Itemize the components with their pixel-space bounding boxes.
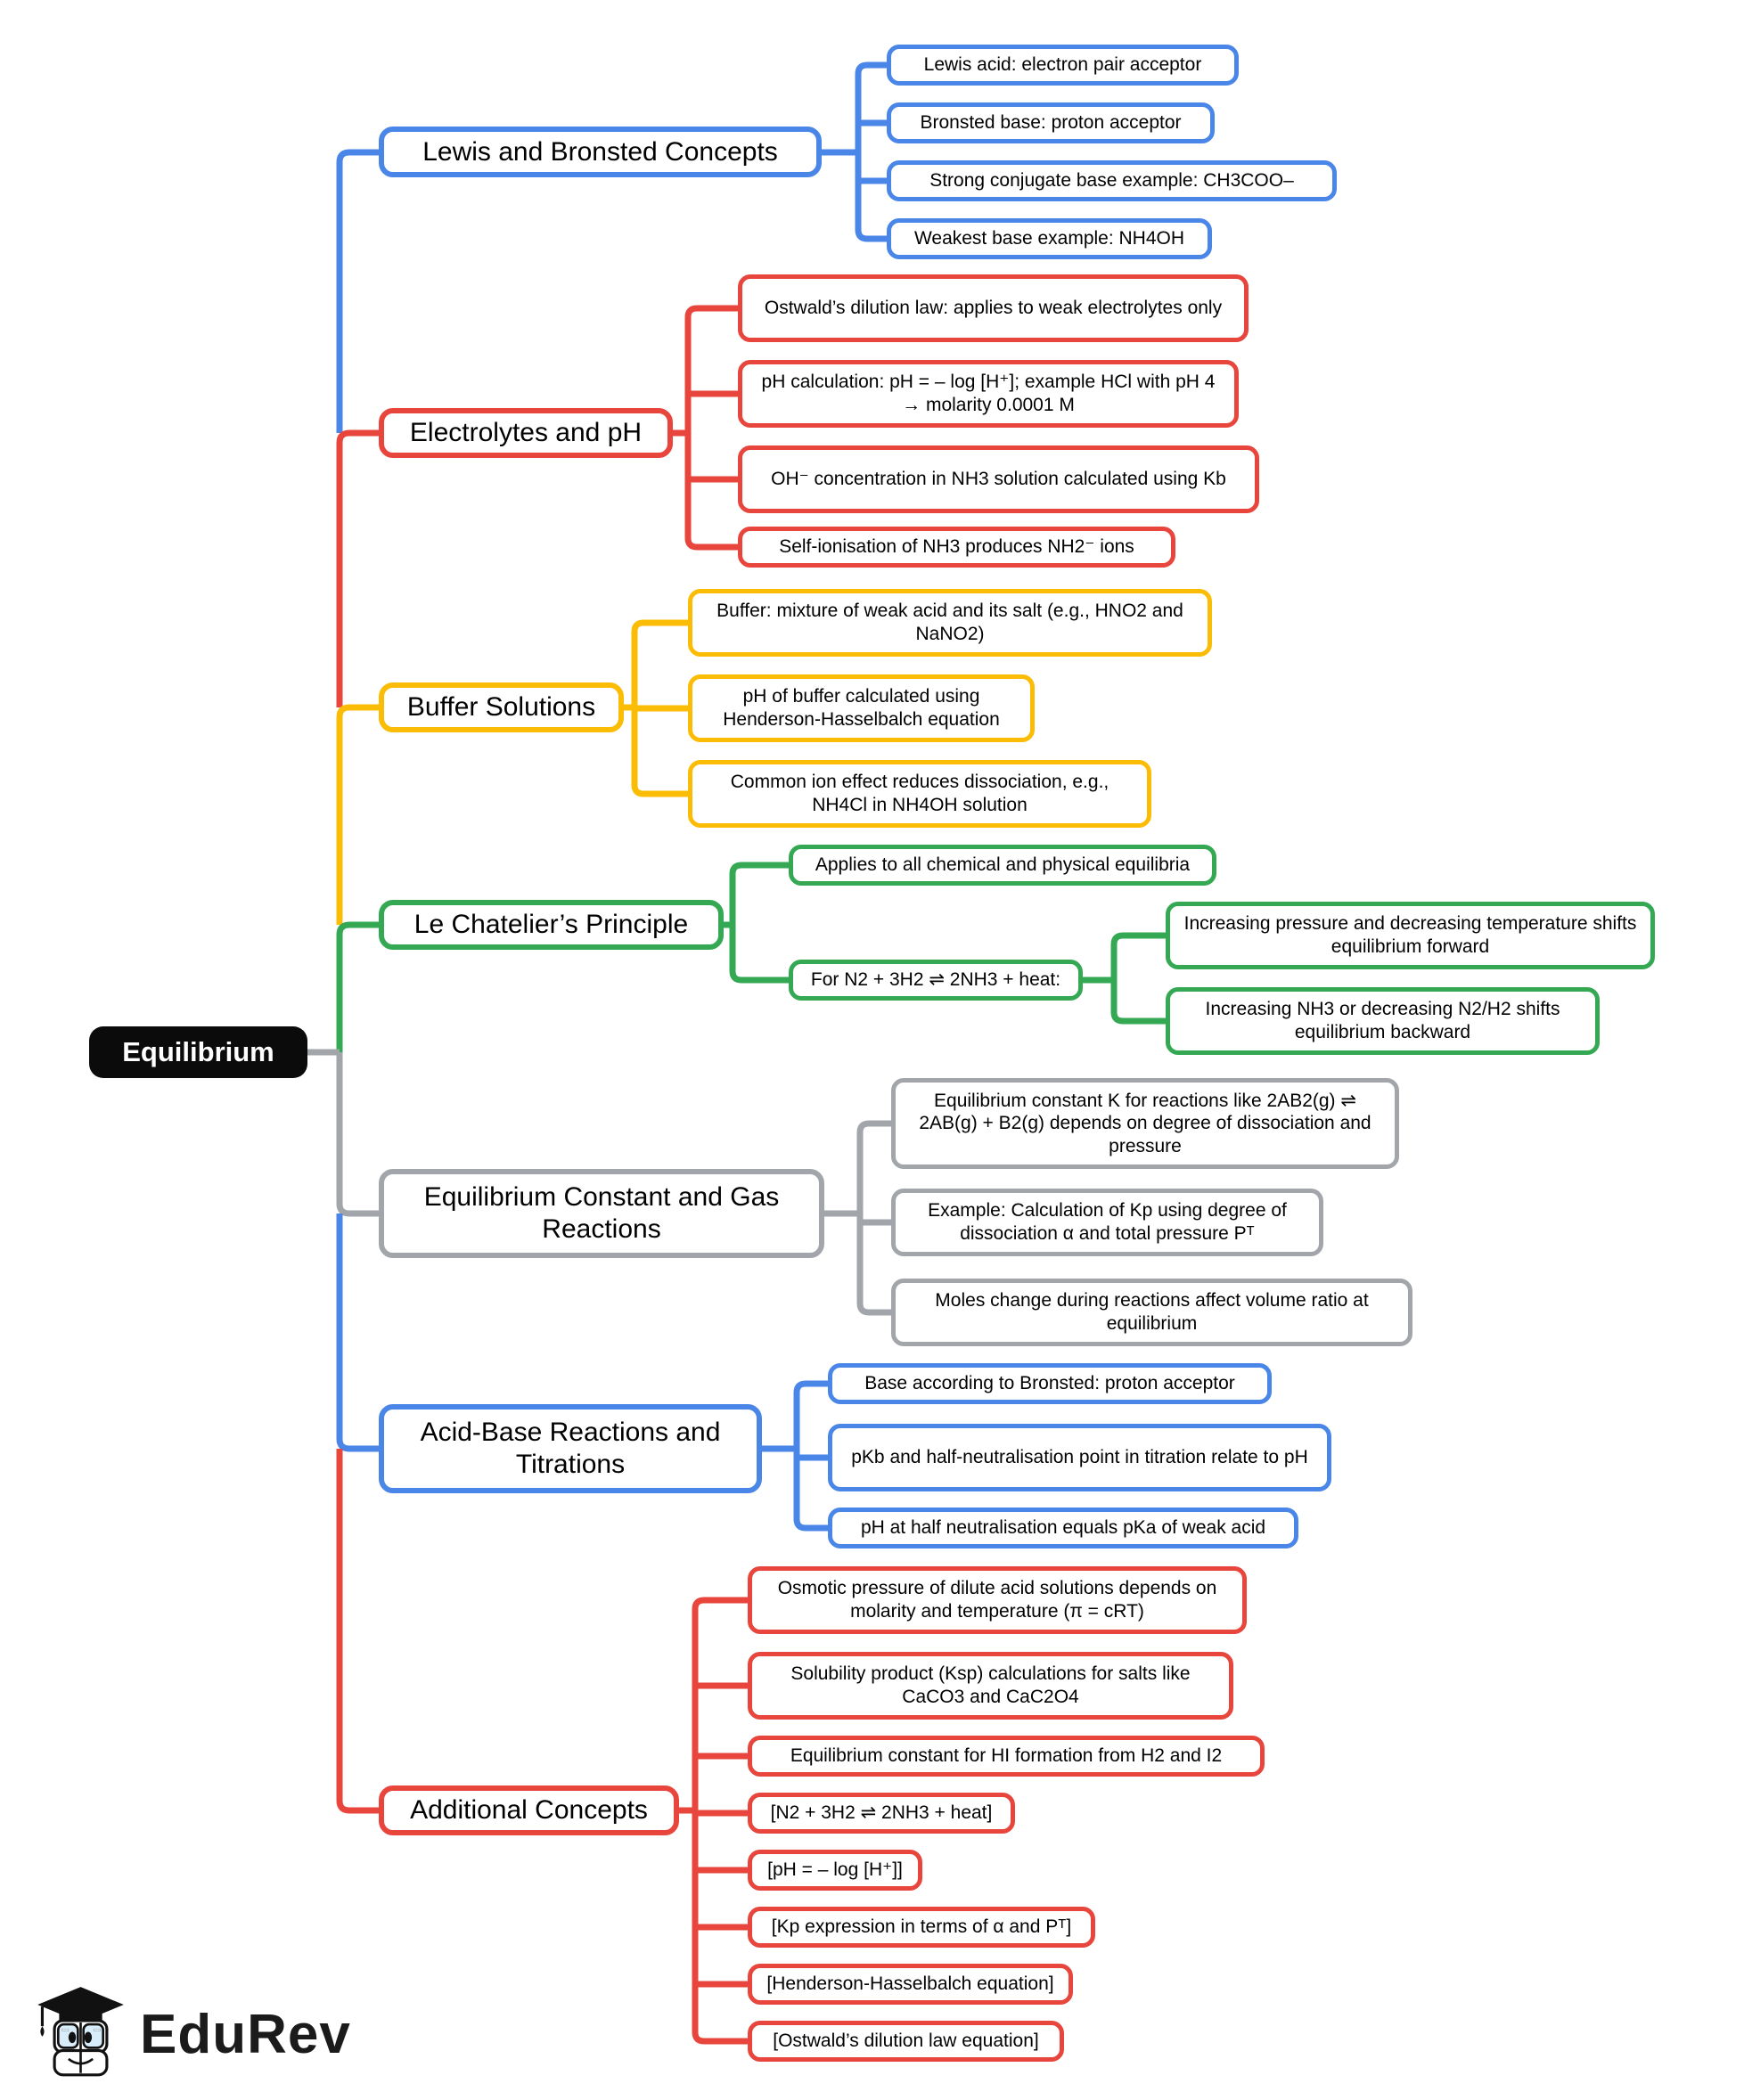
leaf-node: Increasing NH3 or decreasing N2/H2 shifts equilibrium backward bbox=[1166, 987, 1600, 1055]
leaf-node: Buffer: mixture of weak acid and its salt (e.g., HNO2 and NaNO2) bbox=[688, 589, 1212, 657]
branch-node-acidbase: Acid-Base Reactions and Titrations bbox=[379, 1404, 762, 1493]
leaf-node: Weakest base example: NH4OH bbox=[887, 218, 1212, 259]
leaf-node: For N2 + 3H2 ⇌ 2NH3 + heat: bbox=[789, 960, 1083, 1001]
leaf-node: Increasing pressure and decreasing temperature shifts equilibrium forward bbox=[1166, 902, 1655, 969]
connector-buffer-c0 bbox=[635, 623, 688, 707]
leaf-node: Moles change during reactions affect volume ratio at equilibrium bbox=[891, 1279, 1412, 1346]
leaf-node: Lewis acid: electron pair acceptor bbox=[887, 45, 1239, 86]
connector-branch-buffer bbox=[340, 707, 379, 925]
leaf-node: [Henderson-Hasselbalch equation] bbox=[748, 1964, 1073, 2005]
edurev-mascot-icon bbox=[34, 1985, 127, 2083]
connector-additional-c0 bbox=[695, 1600, 748, 1810]
leaf-node: Osmotic pressure of dilute acid solutions depends on molarity and temperature (π = cRT) bbox=[748, 1566, 1247, 1634]
connector-branch-additional bbox=[340, 1449, 379, 1810]
branch-node-additional: Additional Concepts bbox=[379, 1785, 679, 1835]
connector-lewis-c0 bbox=[858, 65, 887, 152]
connector-electro-c0 bbox=[688, 308, 738, 433]
leaf-node: Equilibrium constant for HI formation from H2 and I2 bbox=[748, 1736, 1265, 1777]
leaf-node: Strong conjugate base example: CH3COO– bbox=[887, 160, 1337, 201]
leaf-node: [Kp expression in terms of α and Pᵀ] bbox=[748, 1907, 1095, 1948]
connector-branch-lewis bbox=[340, 152, 379, 433]
leaf-node: Example: Calculation of Kp using degree of dissociation α and total pressure Pᵀ bbox=[891, 1189, 1323, 1256]
connector-electro-c3 bbox=[688, 433, 738, 547]
edurev-logo bbox=[34, 1985, 351, 2083]
connector-lechat-c1 bbox=[733, 925, 789, 980]
connector-eqconst-c2 bbox=[860, 1213, 891, 1312]
leaf-node: [Ostwald’s dilution law equation] bbox=[748, 2021, 1064, 2062]
leaf-node: OH⁻ concentration in NH3 solution calculated using Kb bbox=[738, 445, 1259, 513]
branch-node-lechatelier: Le Chatelier’s Principle bbox=[379, 900, 724, 950]
branch-node-eqconst: Equilibrium Constant and Gas Reactions bbox=[379, 1169, 824, 1258]
leaf-node: Self-ionisation of NH3 produces NH2⁻ ions bbox=[738, 527, 1175, 568]
connector-lewis-c3 bbox=[858, 152, 887, 239]
leaf-node: Solubility product (Ksp) calculations for salts like CaCO3 and CaC2O4 bbox=[748, 1652, 1233, 1720]
connector-branch-acidbase bbox=[340, 1213, 379, 1449]
leaf-node: Base according to Bronsted: proton acceptor bbox=[828, 1363, 1272, 1404]
leaf-node: pKb and half-neutralisation point in titration relate to pH bbox=[828, 1424, 1331, 1491]
connector-branch-electrolytes bbox=[340, 433, 379, 707]
leaf-node: Equilibrium constant K for reactions like 2AB2(g) ⇌ 2AB(g) + B2(g) depends on degree of dissociation and pressure bbox=[891, 1078, 1399, 1169]
leaf-node: [N2 + 3H2 ⇌ 2NH3 + heat] bbox=[748, 1793, 1015, 1834]
edurev-brand-text: EduRev bbox=[140, 2003, 351, 2065]
leaf-node: pH of buffer calculated using Henderson-Hasselbalch equation bbox=[688, 674, 1035, 742]
connector-lechat-g0 bbox=[1114, 936, 1166, 980]
leaf-node: Bronsted base: proton acceptor bbox=[887, 102, 1215, 143]
leaf-node: [pH = – log [H⁺]] bbox=[748, 1850, 922, 1891]
leaf-node: Ostwald’s dilution law: applies to weak electrolytes only bbox=[738, 274, 1249, 342]
leaf-node: pH calculation: pH = – log [H⁺]; example HCl with pH 4 → molarity 0.0001 M bbox=[738, 360, 1239, 428]
connector-lechat-c0 bbox=[733, 865, 789, 925]
leaf-node: Common ion effect reduces dissociation, e.g., NH4Cl in NH4OH solution bbox=[688, 760, 1151, 828]
leaf-node: pH at half neutralisation equals pKa of weak acid bbox=[828, 1508, 1298, 1548]
connector-lechat-g1 bbox=[1114, 980, 1166, 1021]
branch-node-buffer: Buffer Solutions bbox=[379, 682, 624, 732]
connector-branch-lechatelier bbox=[340, 925, 379, 1052]
branch-node-lewis: Lewis and Bronsted Concepts bbox=[379, 127, 822, 177]
connector-buffer-c2 bbox=[635, 707, 688, 794]
branch-node-electrolytes: Electrolytes and pH bbox=[379, 408, 673, 458]
connector-branch-eqconst bbox=[340, 1052, 379, 1213]
connector-eqconst-c0 bbox=[860, 1124, 891, 1213]
connector-acidbase-c0 bbox=[797, 1384, 828, 1449]
root-node: Equilibrium bbox=[89, 1026, 307, 1078]
leaf-node: Applies to all chemical and physical equilibria bbox=[789, 845, 1216, 886]
